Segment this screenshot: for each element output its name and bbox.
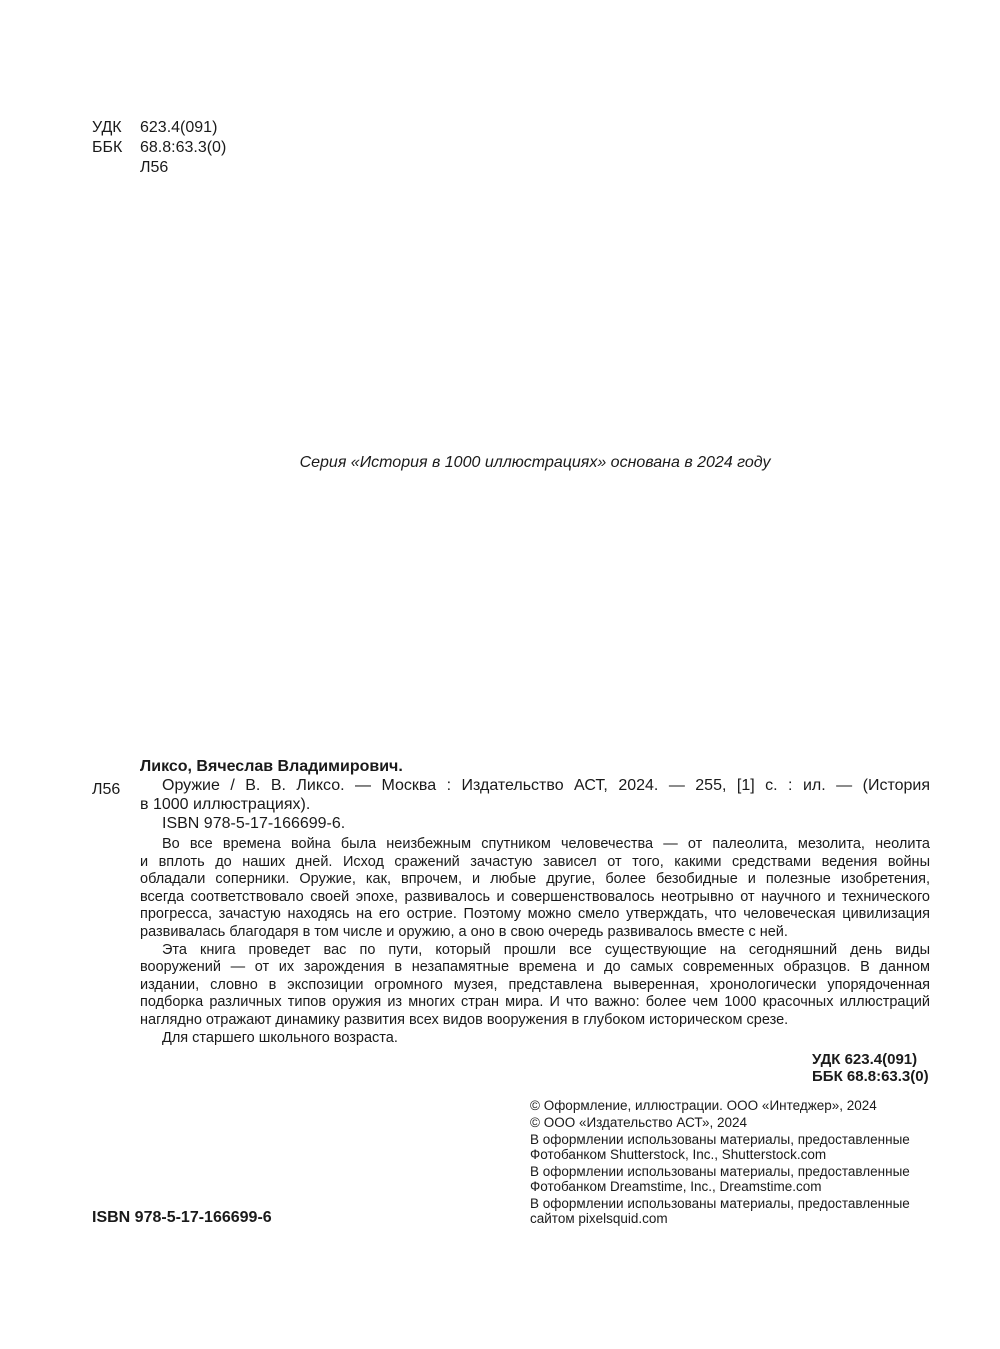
author-sign-row	[92, 158, 226, 178]
record-author-sign: Л56	[92, 781, 121, 798]
annotation-paragraph	[140, 836, 930, 942]
copyright-notice: © Оформление, иллюстрации. ООО «Интеджер», 2024	[530, 1098, 877, 1113]
bbk-label: ББК	[92, 139, 123, 156]
record-author: Ликсо, Вячеслав Владимирович.	[140, 758, 403, 775]
annotation-line: издании, словно в экспозиции огромного музея, представлена выверенная, хронологически упорядоченная	[140, 976, 930, 993]
author-sign: Л56	[140, 159, 169, 176]
annotation	[140, 836, 930, 1047]
classification-bbk: ББК 68.8:63.3(0)	[812, 1068, 929, 1085]
audience-note: Для старшего школьного возраста.	[162, 1029, 398, 1046]
annotation-line: всегда соответствовало своей эпохе, развивалось и совершенствовалось неотрывно от научного и технического	[140, 888, 930, 905]
annotation-line: обладали соперники. Оружие, как, впрочем, и любые другие, более безобидные и полезные изобретения,	[140, 871, 930, 888]
annotation-line: подборка различных типов оружия из многих стран мира. И что важно: более чем 1000 красочных иллюстраций	[140, 994, 930, 1011]
copyright-notice: В оформлении использованы материалы, предоставленные Фотобанком Shutterstock, Inc., Shutterstock.com	[530, 1132, 910, 1162]
bbk-row	[92, 138, 226, 158]
copyright-notice: В оформлении использованы материалы, предоставленные Фотобанком Dreamstime, Inc., Dreamstime.com	[530, 1164, 910, 1194]
isbn-footer: ISBN 978-5-17-166699-6	[92, 1209, 272, 1226]
bbk-value: 68.8:63.3(0)	[140, 139, 227, 156]
header-codes	[92, 118, 226, 178]
annotation-line: вооружений — от их зарождения в незапамятные времена и до самых современных образцов. В данном	[140, 959, 930, 976]
annotation-line: Во все времена война была неизбежным спутником человечества — от палеолита, мезолита, неолита	[162, 836, 930, 852]
record-isbn: ISBN 978-5-17-166699-6.	[162, 815, 346, 832]
udk-label: УДК	[92, 119, 122, 136]
copyright-notice: © ООО «Издательство АСТ», 2024	[530, 1115, 748, 1130]
record-title-line: в 1000 иллюстрациях).	[140, 796, 311, 813]
copyright-block	[530, 1098, 930, 1228]
bibliographic-record	[140, 757, 930, 1047]
annotation-line: наглядно отражают динамику развития всех видов вооружения в глубоком историческом срезе.	[140, 1011, 789, 1028]
author-sign-spacer	[92, 158, 140, 178]
series-note: Серия «История в 1000 иллюстрациях» основана в 2024 году	[299, 454, 771, 471]
annotation-line: Эта книга проведет вас по пути, который прошли все существующие на сегодняшний день виды	[162, 941, 930, 958]
record-title-line: Оружие / В. В. Ликсо. — Москва : Издательство АСТ, 2024. — 255, [1] с. : ил. — (История	[162, 777, 930, 794]
udk-value: 623.4(091)	[140, 119, 218, 136]
annotation-line: развивалась благодаря в том числе и оружию, а оно в свою очередь развивалось вместе с ней.	[140, 923, 788, 940]
copyright-notice: В оформлении использованы материалы, предоставленные сайтом pixelsquid.com	[530, 1196, 910, 1226]
udk-row	[92, 118, 226, 138]
annotation-line: прогресса, зачастую находясь на его острие. Поэтому можно смело утверждать, что человеческая цивилизация	[140, 906, 930, 923]
classification-block	[812, 1051, 929, 1085]
annotation-paragraph	[140, 942, 930, 1030]
classification-udk: УДК 623.4(091)	[812, 1051, 918, 1068]
annotation-line: и вплоть до наших дней. Исход сражений зачастую зависел от того, какими средствами ведения войны	[140, 853, 930, 870]
